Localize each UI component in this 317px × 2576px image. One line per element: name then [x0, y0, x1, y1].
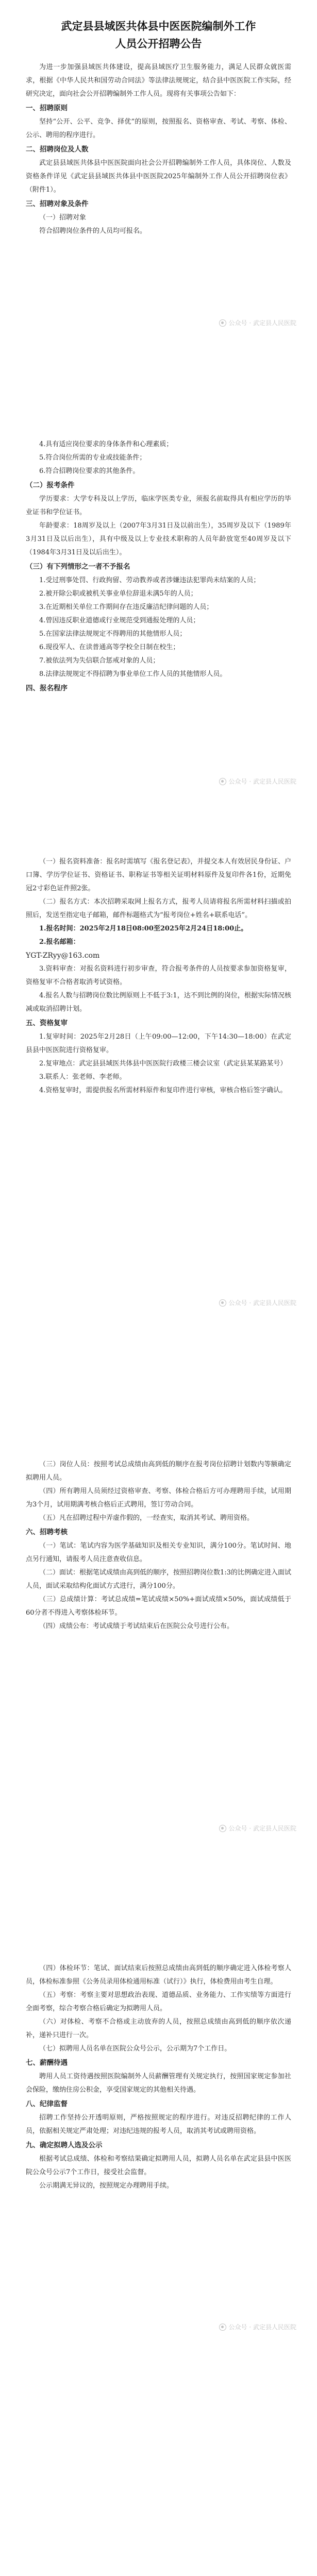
paragraph: 8.法律法规规定不得招聘为事业单位工作人员的其他情形人员。 [39, 670, 227, 678]
section-conditions [26, 438, 291, 696]
paragraph: （三）岗位人员：按照考试总成绩由高到低的顺序在报考岗位招聘计划数内等额确定拟聘用人员。 [26, 1461, 291, 1482]
section-intro [26, 61, 291, 238]
section-heading: 八、纪律监督 [26, 2100, 68, 2108]
paragraph: 6.现役军人、在读普通高等学校全日制在校生； [39, 643, 180, 651]
paragraph: 2.被开除公职或被机关事业单位辞退未满5年的人员； [39, 590, 197, 598]
intro-paragraph: 为进一步加强县域医共体建设，提高县域医疗卫生服务能力，满足人民群众就医需求，根据《中华人民共和国劳动合同法》等法律法规规定，结合县中医医院工作实际，经研究决定，面向社会公开招聘编制外工作人员。现将有关事项公告如下： [26, 63, 291, 98]
paragraph: 5.符合岗位所需的专业或技能条件； [39, 454, 146, 462]
paragraph: 6.符合招聘岗位要求的其他条件。 [39, 467, 140, 475]
section-exam [26, 1458, 291, 1633]
paragraph: 4.报名人数与招聘岗位数比例原则上不低于3:1，达不到比例的岗位，根据实际情况核减或取消招聘计划。 [26, 992, 291, 1013]
paragraph: 3.资料审查：对报名资料进行初步审查，符合报考条件的人员按要求参加资格复审，资格复审不合格者取消考试资格。 [26, 965, 291, 986]
section-heading: 四、报名程序 [26, 684, 68, 692]
email-address: YGT-ZRyy@163.com [26, 952, 100, 960]
paragraph: 5.在国家法律法规规定不得聘用的其他情形人员； [39, 630, 187, 638]
section-heading: 九、确定拟聘人选及公示 [26, 2141, 103, 2149]
paragraph: 符合招聘岗位条件的人员均可报名。 [39, 227, 147, 235]
paragraph: 2.复审地点：武定县县域医共体县中医医院行政楼三楼会议室（武定县某某路某号） [39, 1060, 287, 1067]
section-heading: 五、资格复审 [26, 1019, 68, 1027]
paragraph: 4.曾因违反职业道德或行业规范受到通报处理的人员； [39, 617, 200, 624]
wechat-icon [219, 778, 226, 785]
paragraph: 公示期满无异议的，按照规定办理聘用手续。 [39, 2182, 174, 2190]
paragraph: 1.受过刑事处罚、行政拘留、劳动教养或者涉嫌违法犯罪尚未结案的人员； [39, 577, 260, 584]
paragraph: 7.被依法列为失信联合惩戒对象的人员； [39, 657, 160, 665]
watermark-text: 公众号 · 武定县人民医院 [228, 1825, 296, 1832]
watermark [219, 1298, 296, 1307]
title-line-1: 武定县县域医共体县中医医院编制外工作 [61, 20, 256, 32]
paragraph: （四）所有聘用人员须经过资格审查、考察、体检合格后方可办理聘用手续，试用期为3个月，试用期满考核合格后正式聘用，签订劳动合同。 [26, 1487, 291, 1509]
paragraph: 武定县县域医共体县中医医院面向社会公开招聘编制外工作人员，具体岗位、人数及资格条件详见《武定县县域医共体县中医医院2025年编制外工作人员公开招聘岗位表》（附件1）。 [26, 159, 291, 194]
article-title [21, 18, 296, 53]
paragraph: （一）报名资料准备：报名时需填写《报名登记表》，并提交本人有效居民身份证、户口簿、学历学位证书、资格证书、职称证书等相关证明材料原件及复印件各1份，近期免冠2寸彩色证件照2张。 [26, 858, 291, 892]
paragraph: 根据考试总成绩、体检和考察结果确定拟聘用人员，拟聘人员名单在武定县县中医医院公众号公示7个工作日，接受社会监督。 [26, 2155, 291, 2176]
paragraph: 4.具有适应岗位要求的身体条件和心理素质； [39, 440, 173, 448]
watermark [219, 1824, 296, 1833]
title-line-2: 人员公开招聘公告 [115, 37, 202, 50]
wechat-icon [219, 2324, 226, 2331]
section-heading: 七、薪酬待遇 [26, 2059, 68, 2067]
section-heading: 一、招聘原则 [26, 104, 68, 112]
wechat-icon [219, 1825, 226, 1832]
paragraph: （五）考察：考察主要对思想政治表现、道德品质、业务能力、工作实绩等方面进行全面考察，综合考察合格后确定为拟聘用人员。 [26, 1991, 291, 2012]
watermark [219, 777, 296, 786]
paragraph: 年龄要求：18周岁及以上（2007年3月31日及以前出生），35周岁及以下（1989年3月31日及以后出生），具有中级及以上专业技术职称的人员年龄放宽至40周岁及以下（1984年3月31日及以后出生）。 [26, 522, 291, 556]
paragraph: （一）招聘对象 [39, 214, 87, 222]
watermark [219, 318, 296, 327]
paragraph: 招聘工作坚持公开透明原则，严格按照规定的程序进行。对违反招聘纪律的工作人员，依据相关规定严肃处理；对违纪违规的报考人员，取消其考试或聘用资格。 [26, 2114, 291, 2135]
wechat-icon [219, 1299, 226, 1307]
watermark [219, 2323, 296, 2331]
watermark-text: 公众号 · 武定县人民医院 [228, 319, 296, 327]
paragraph: 坚持“公开、公平、竞争、择优”的原则，按照报名、资格审查、考试、考察、体检、公示、聘用的程序进行。 [26, 118, 291, 139]
paragraph: （一）笔试：笔试内容为医学基础知识及相关专业知识，满分100分。笔试时间、地点另行通知，请报考人员注意查收信息。 [26, 1542, 291, 1563]
paragraph: 2.报名邮箱： [39, 938, 80, 946]
paragraph: （四）成绩公布：考试成绩于考试结束后在医院公众号进行公布。 [39, 1622, 234, 1630]
paragraph: 4.资格复审时，需提供报名所需材料原件和复印件进行审核，审核合格后签字确认。 [39, 1087, 287, 1094]
paragraph: （六）对体检、考察不合格或主动放弃的人员，按照总成绩由高到低的顺序依次递补，递补只进行一次。 [26, 2018, 291, 2039]
paragraph: 3.在近期相关单位工作期间存在违反廉洁纪律问题的人员； [39, 603, 213, 611]
paragraph: （三）总成绩计算：考试总成绩=笔试成绩×50%+面试成绩×50%，面试成绩低于60分者不得进入考察体检环节。 [26, 1596, 291, 1617]
section-heading: 三、招聘对象及条件 [26, 200, 89, 208]
watermark-text: 公众号 · 武定县人民医院 [228, 1299, 296, 1307]
section-heading: 六、招聘考核 [26, 1528, 68, 1536]
paragraph: （五）凡在招聘过程中弄虚作假的，一经查实，取消其考试、聘用资格。 [39, 1514, 254, 1522]
paragraph: 1.复审时间：2025年2月28日（上午09:00—12:00，下午14:30—18:00）在武定县县中医医院进行资格复审。 [26, 1033, 291, 1054]
wechat-icon [219, 319, 226, 327]
paragraph: （七）拟聘用人员名单在医院公众号公示，公示期为7个工作日。 [39, 2045, 231, 2053]
paragraph: 聘用人员工资待遇按照医院编制外人员薪酬管理有关规定执行，按照国家规定参加社会保险，缴纳住房公积金，享受国家规定的其他相关待遇。 [26, 2073, 291, 2094]
watermark-text: 公众号 · 武定县人民医院 [228, 2324, 296, 2331]
paragraph: 3.联系人：张老师、李老师。 [39, 1073, 126, 1081]
paragraph: 学历要求：大学专科及以上学历，临床学医类专业，须报名前取得具有相应学历的毕业证书和学位证书。 [26, 495, 291, 516]
paragraph: （二）报名方式：本次招聘采取网上报名方式，报考人员请将报名所需材料扫描或拍照后，发送至指定电子邮箱，邮件标题格式为“报考岗位+姓名+联系电话”。 [26, 898, 291, 919]
section-registration [26, 855, 291, 1097]
section-heading: （二）报考条件 [26, 481, 75, 489]
paragraph: （二）面试：根据笔试成绩由高到低的顺序，按照招聘岗位数1:3的比例确定进入面试人员，面试采取结构化面试方式进行，满分100分。 [26, 1569, 291, 1590]
section-heading: 二、招聘岗位及人数 [26, 145, 89, 154]
section-heading: （三）有下列情形之一者不予报名 [26, 563, 130, 571]
paragraph: （四）体检环节：笔试、面试结束后按照总成绩由高到低的顺序确定进入体检考察人员，体检标准参照《公务员录用体检通用标准（试行）》执行，体检费用由考生自理。 [26, 1964, 291, 1986]
paragraph: 1.报名时间：2025年2月18日08:00至2025年2月24日18:00止。 [39, 925, 248, 933]
section-exam-2 [26, 1962, 291, 2193]
watermark-text: 公众号 · 武定县人民医院 [228, 778, 296, 785]
